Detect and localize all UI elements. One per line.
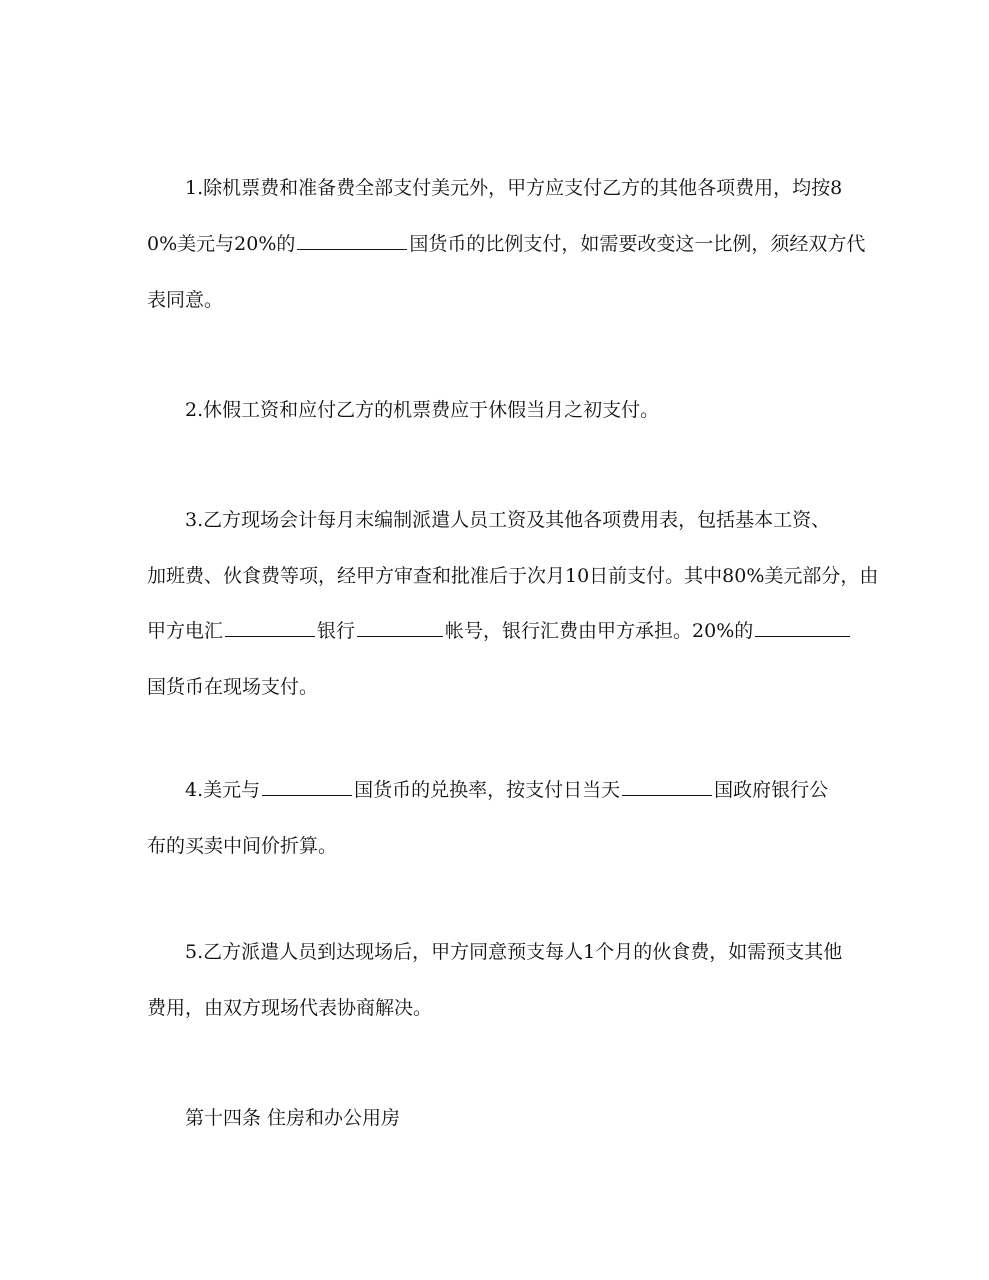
fill-blank[interactable] bbox=[225, 619, 315, 637]
para5-line2-text: 费用，由双方现场代表协商解决。 bbox=[147, 997, 433, 1019]
para5-line1 bbox=[185, 940, 885, 964]
para1-line2 bbox=[147, 232, 866, 256]
fill-blank[interactable] bbox=[622, 778, 712, 796]
para1-line2-text-b: 国货币的比例支付，如需要改变这一比例，须经双方代 bbox=[409, 233, 866, 255]
para5-line2 bbox=[147, 996, 847, 1020]
section-heading-text: 第十四条 住房和办公用房 bbox=[185, 1107, 401, 1129]
para3-line2 bbox=[147, 564, 879, 588]
para5-line1-text: 5.乙方派遣人员到达现场后，甲方同意预支每人1个月的伙食费，如需预支其他 bbox=[185, 941, 843, 963]
para2-line1-text: 2.休假工资和应付乙方的机票费应于休假当月之初支付。 bbox=[185, 399, 660, 421]
para1-line1 bbox=[185, 176, 885, 200]
para1-line3 bbox=[147, 288, 847, 312]
fill-blank[interactable] bbox=[297, 232, 407, 250]
para4-line2-text: 布的买卖中间价折算。 bbox=[147, 835, 338, 857]
para4-line1 bbox=[185, 778, 885, 802]
para1-line2-text-a: 0%美元与20%的 bbox=[147, 233, 296, 255]
para3-line3-text-c: 帐号，银行汇费由甲方承担。20%的 bbox=[445, 620, 754, 642]
para1-line1-text: 1.除机票费和准备费全部支付美元外，甲方应支付乙方的其他各项费用，均按8 bbox=[185, 177, 843, 199]
fill-blank[interactable] bbox=[357, 619, 443, 637]
section-heading bbox=[185, 1106, 885, 1130]
para4-line2 bbox=[147, 834, 847, 858]
para4-line1-text-c: 国政府银行公 bbox=[714, 779, 829, 801]
para3-line4 bbox=[147, 675, 847, 699]
para4-line1-text-b: 国货币的兑换率，按支付日当天 bbox=[354, 779, 621, 801]
para3-line1-text: 3.乙方现场会计每月末编制派遣人员工资及其他各项费用表，包括基本工资、 bbox=[185, 509, 831, 531]
para3-line3 bbox=[147, 619, 847, 643]
para3-line3-text-b: 银行 bbox=[317, 620, 356, 642]
fill-blank[interactable] bbox=[755, 619, 850, 637]
para3-line3-text-a: 甲方电汇 bbox=[147, 620, 224, 642]
fill-blank[interactable] bbox=[262, 778, 352, 796]
para3-line2-text: 加班费、伙食费等项，经甲方审查和批准后于次月10日前支付。其中80%美元部分，由 bbox=[147, 565, 879, 587]
para2-line1 bbox=[185, 398, 885, 422]
para3-line1 bbox=[185, 508, 885, 532]
para1-line3-text: 表同意。 bbox=[147, 289, 224, 311]
para4-line1-text-a: 4.美元与 bbox=[185, 779, 261, 801]
para3-line4-text: 国货币在现场支付。 bbox=[147, 676, 319, 698]
